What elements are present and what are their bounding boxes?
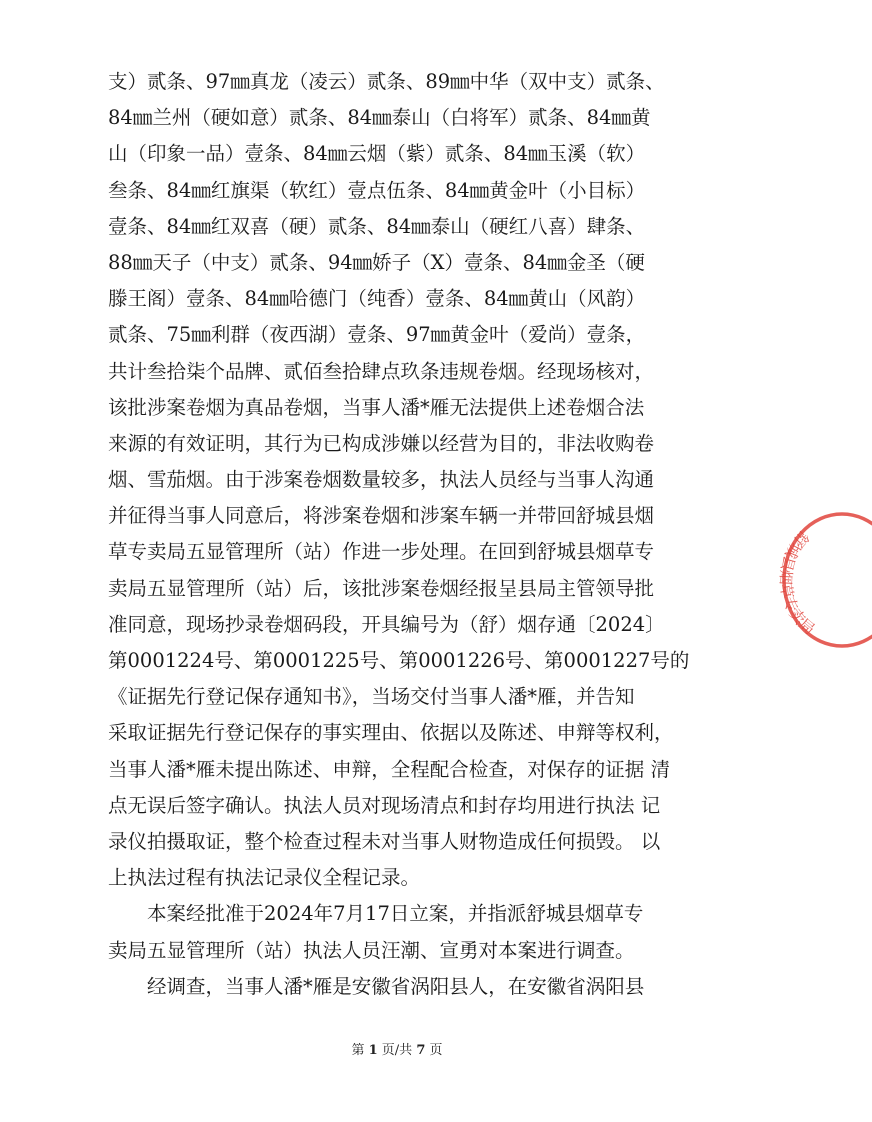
text-line: 88㎜天子（中支）贰条、94㎜娇子（X）壹条、84㎜金圣（硬 [108, 250, 645, 274]
text-line: 点无误后签字确认。执法人员对现场清点和封存均用进行执法 记 [108, 793, 661, 817]
text-line: 山（印象一品）壹条、84㎜云烟（紫）贰条、84㎜玉溪（软） [108, 142, 646, 166]
paragraph-line: 卖局五显管理所（站）执法人员汪潮、宣勇对本案进行调查。 [108, 938, 635, 962]
page-footer [0, 1039, 794, 1058]
text-line: 共计叁拾柒个品牌、贰佰叁拾肆点玖条违规卷烟。经现场核对， [108, 359, 655, 383]
text-line: 采取证据先行登记保存的事实理由、依据以及陈述、申辩等权利， [108, 721, 674, 745]
current-page-number: 1 [368, 1043, 378, 1058]
text-line: 录仪拍摄取证，整个检查过程未对当事人财物造成任何损毁。 以 [108, 829, 661, 853]
text-line: 该批涉案卷烟为真品卷烟，当事人潘*雁无法提供上述卷烟合法 [108, 395, 645, 419]
text-line: 卖局五显管理所（站）后，该批涉案卷烟经报呈县局主管领导批 [108, 576, 655, 600]
footer-middle: 页/共 [377, 1043, 417, 1058]
text-line: 84㎜兰州（硬如意）贰条、84㎜泰山（白将军）贰条、84㎜黄 [108, 106, 651, 130]
text-line: 第0001224号、第0001225号、第0001226号、第0001227号的 [108, 649, 690, 672]
text-line: 支）贰条、97㎜真龙（凌云）贰条、89㎜中华（双中支）贰条、 [108, 70, 665, 93]
text-line: 来源的有效证明，其行为已构成涉嫌以经营为目的，非法收购卷 [108, 431, 655, 455]
footer-suffix: 页 [425, 1043, 443, 1058]
text-line: 贰条、75㎜利群（夜西湖）壹条、97㎜黄金叶（爱尚）壹条， [108, 323, 646, 347]
text-line: 烟、雪茄烟。由于涉案卷烟数量较多，执法人员经与当事人沟通 [108, 468, 655, 492]
paragraph-line: 经调查，当事人潘*雁是安徽省涡阳县人，在安徽省涡阳县 [147, 974, 645, 998]
seal-ring [784, 514, 872, 646]
text-line: 叁条、84㎜红旗渠（软红）壹点伍条、84㎜黄金叶（小目标） [108, 178, 646, 202]
total-page-count: 7 [416, 1043, 426, 1058]
official-seal [752, 505, 872, 655]
text-line: 滕王阁）壹条、84㎜哈德门（纯香）壹条、84㎜黄山（风韵） [108, 287, 646, 311]
text-line: 《证据先行登记保存通知书》，当场交付当事人潘*雁，并告知 [108, 685, 635, 709]
paragraph-line: 本案经批准于2024年7月17日立案，并指派舒城县烟草专 [147, 902, 644, 926]
text-line: 壹条、84㎜红双喜（硬）贰条、84㎜泰山（硬红八喜）肆条、 [108, 214, 646, 238]
seal-text: 舒城县烟草专卖局 [776, 527, 819, 639]
text-line: 草专卖局五显管理所（站）作进一步处理。在回到舒城县烟草专 [108, 540, 655, 564]
text-line: 当事人潘*雁未提出陈述、申辩，全程配合检查，对保存的证据 清 [108, 757, 670, 781]
document-body [108, 70, 718, 1011]
footer-prefix: 第 [351, 1043, 369, 1058]
text-line: 准同意，现场抄录卷烟码段，开具编号为（舒）烟存通〔2024〕 [108, 612, 665, 636]
text-line: 并征得当事人同意后，将涉案卷烟和涉案车辆一并带回舒城县烟 [108, 504, 655, 528]
text-line: 上执法过程有执法记录仪全程记录。 [108, 866, 421, 890]
